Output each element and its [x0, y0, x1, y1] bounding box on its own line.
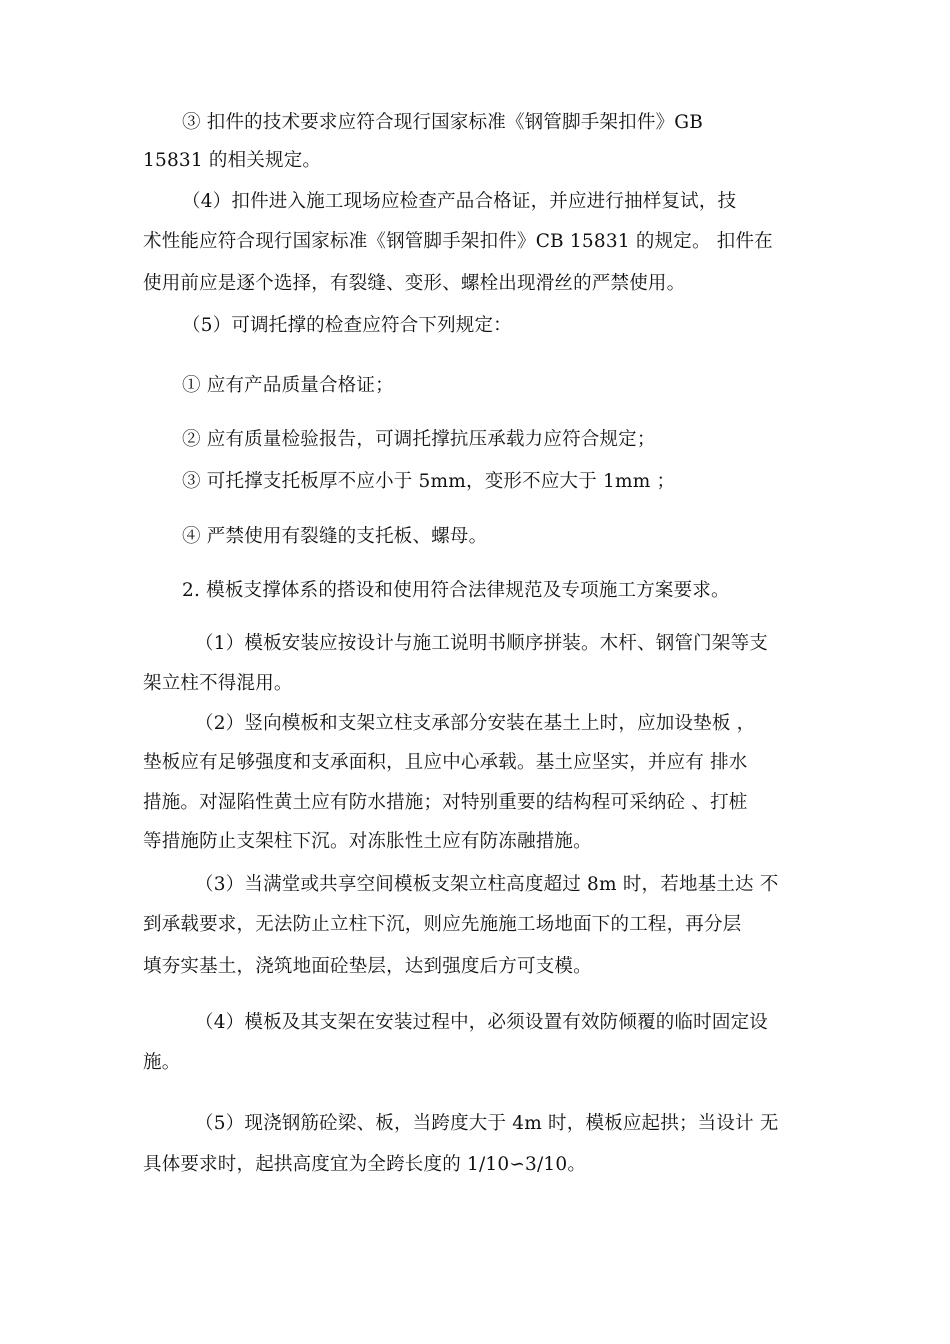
text-line: ③ 可托撑支托板厚不应小于 5mm，变形不应大于 1mm ； — [182, 471, 676, 492]
text-line: （5）可调托撑的检查应符合下列规定： — [182, 315, 512, 336]
text-line: 垫板应有足够强度和支承面积，且应中心承载。基土应坚实，并应有 排水 — [143, 752, 748, 773]
text-line: 措施。对湿陷性黄土应有防水措施；对特别重要的结构程可采纳砼 、打桩 — [143, 792, 748, 813]
text-line: 到承载要求，无法防止立柱下沉，则应先施施工场地面下的工程，再分层 — [143, 914, 742, 935]
text-line: （2）竖向模板和支架立柱支承部分安装在基土上时，应加设垫板 ， — [195, 713, 756, 734]
text-line: 施。 — [143, 1052, 181, 1073]
text-line: 使用前应是逐个选择，有裂缝、变形、螺栓出现滑丝的严禁使用。 — [143, 273, 686, 294]
text-line: 具体要求时，起拱高度宜为全跨长度的 1/10∽3/10。 — [143, 1154, 587, 1175]
text-line: （4）扣件进入施工现场应检查产品合格证，并应进行抽样复试，技 — [182, 191, 737, 212]
text-line: （1）模板安装应按设计与施工说明书顺序拼装。木杆、钢管门架等支 — [195, 633, 768, 654]
text-line: 术性能应符合现行国家标准《钢管脚手架扣件》CB 15831 的规定。 扣件在 — [143, 231, 773, 252]
text-line: （4）模板及其支架在安装过程中，必须设置有效防倾覆的临时固定设 — [195, 1012, 768, 1033]
text-line: 填夯实基土，浇筑地面砼垫层，达到强度后方可支模。 — [143, 956, 592, 977]
text-line: ① 应有产品质量合格证； — [182, 375, 394, 396]
text-line: ④ 严禁使用有裂缝的支托板、螺母。 — [182, 526, 488, 547]
text-line: ② 应有质量检验报告，可调托撑抗压承载力应符合规定； — [182, 429, 656, 450]
text-line: 15831 的相关规定。 — [143, 150, 322, 171]
text-line: （3）当满堂或共享空间模板支架立柱高度超过 8m 时，若地基土达 不 — [195, 874, 779, 895]
text-line: 等措施防止支架柱下沉。对冻胀性土应有防冻融措施。 — [143, 831, 592, 852]
text-line: 架立柱不得混用。 — [143, 673, 293, 694]
text-line: 2. 模板支撑体系的搭设和使用符合法律规范及专项施工方案要求。 — [182, 580, 730, 601]
text-line: ③ 扣件的技术要求应符合现行国家标准《钢管脚手架扣件》GB — [182, 112, 704, 133]
text-line: （5）现浇钢筋砼梁、板，当跨度大于 4m 时，模板应起拱；当设计 无 — [195, 1113, 779, 1134]
